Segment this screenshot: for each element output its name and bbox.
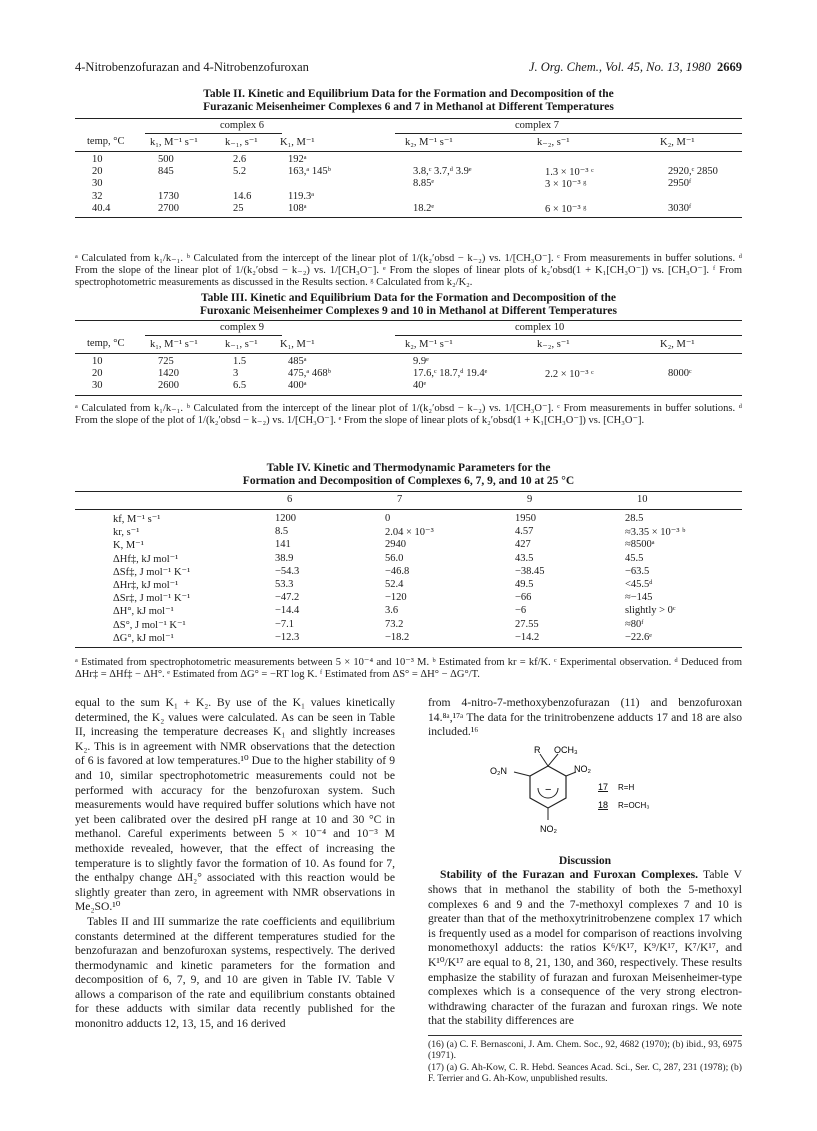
table-cell: 9.9ᵉ — [413, 356, 429, 367]
table-cell: 18.2ᵉ — [413, 202, 435, 214]
row-label: ΔHf‡, kJ mol⁻¹ — [113, 553, 179, 565]
table-cell: 192ᵃ — [288, 154, 307, 165]
table-cell: −12.3 — [275, 631, 300, 643]
header-title: 4-Nitrobenzofurazan and 4-Nitrobenzofuroxan — [75, 60, 309, 74]
table-cell: −14.2 — [515, 631, 540, 643]
header-rule — [75, 151, 742, 152]
body-paragraph: from 4-nitro-7-methoxybenzofurazan (11) and benzofuroxan 14.⁸ᵃ,¹⁷ᵃ The data for the trinitrobenzene adducts 17 and 18 are also included.¹⁶ — [428, 696, 742, 739]
reference-16: (16) (a) C. F. Bernasconi, J. Am. Chem. Soc., 92, 4682 (1970); (b) ibid., 93, 6975 (1971). — [428, 1038, 742, 1062]
table-cell: 485ᵃ — [288, 356, 307, 367]
left-column — [75, 696, 395, 1032]
table-cell: 14.6 — [233, 190, 252, 202]
column-header: 7 — [397, 494, 403, 505]
table4 — [75, 493, 742, 653]
table-cell: 475,ᵃ 468ᵇ — [288, 368, 331, 380]
table-cell: 17.6,ᶜ 18.7,ᵈ 19.4ᵉ — [413, 368, 488, 380]
reference-17: (17) (a) G. Ah-Kow, C. R. Hebd. Seances Acad. Sci., Ser. C, 287, 231 (1978); (b) F. Terrier and G. Ah-Kow, unpublished results. — [428, 1061, 742, 1085]
table-cell: −6 — [515, 605, 527, 617]
table-cell: 1.3 × 10⁻³ ᶜ — [545, 167, 594, 179]
table-cell: −22.6ᵉ — [625, 631, 652, 643]
table-cell: 1950 — [515, 513, 536, 524]
table-cell: 6.5 — [233, 380, 247, 392]
table-cell: 27.55 — [515, 618, 539, 630]
column-header: temp, °C — [87, 136, 125, 147]
column-header: K₂, M⁻¹ — [660, 137, 695, 148]
right-column — [428, 696, 742, 1085]
row-label: K, M⁻¹ — [113, 540, 144, 552]
table-cell: 20 — [92, 166, 103, 178]
row-label: ΔHr‡, kJ mol⁻¹ — [113, 580, 179, 591]
table-cell: −54.3 — [275, 565, 300, 577]
column-header: K₁, M⁻¹ — [280, 339, 315, 350]
table-cell: 10 — [92, 356, 103, 367]
o2n-label: O₂N — [490, 765, 507, 776]
table-cell: 20 — [92, 368, 103, 380]
table-cell: 2600 — [158, 380, 179, 392]
table-cell: 4.57 — [515, 526, 534, 538]
och3-label: OCH₃ — [554, 744, 578, 755]
table3-caption — [75, 292, 742, 318]
table-cell: 2950ᶠ — [668, 178, 692, 190]
section-heading: Discussion — [558, 853, 612, 867]
table-cell: 53.3 — [275, 579, 294, 590]
table-cell: 725 — [158, 356, 174, 367]
table-cell: 2.6 — [233, 154, 247, 165]
table-cell: 32 — [92, 190, 103, 202]
table-cell: 2700 — [158, 202, 179, 214]
group-rule — [145, 335, 282, 336]
table-cell: 2.2 × 10⁻³ ᶜ — [545, 369, 594, 381]
table-cell: 30 — [92, 380, 103, 392]
table-cell: 2940 — [385, 539, 406, 551]
table-cell: 2920,ᶜ 2850 — [668, 166, 718, 178]
table-cell: <45.5ᵈ — [625, 579, 653, 590]
compound-18: 18 — [598, 799, 609, 810]
table-cell: ≈3.35 × 10⁻³ ᵇ — [625, 527, 686, 539]
table-cell: 1.5 — [233, 356, 247, 367]
references — [428, 1039, 742, 1085]
column-header: k₁, M⁻¹ s⁻¹ — [150, 137, 198, 148]
table-cell: 56.0 — [385, 552, 404, 564]
table2 — [75, 120, 742, 250]
table4-caption-line1: Table IV. Kinetic and Thermodynamic Parameters for the — [266, 462, 551, 474]
compound-17-r: R=H — [618, 782, 635, 792]
table-cell: 845 — [158, 166, 174, 178]
table-cell: −38.45 — [515, 565, 545, 577]
footnote-divider — [428, 1035, 742, 1036]
bottom-rule — [75, 395, 742, 396]
table-cell: 5.2 — [233, 166, 247, 178]
column-header: k₂, M⁻¹ s⁻¹ — [405, 137, 453, 148]
column-header: k₋₂, s⁻¹ — [537, 339, 570, 350]
table-cell: 108ᵃ — [288, 202, 307, 214]
table-cell: 10 — [92, 154, 103, 165]
row-label: ΔH°, kJ mol⁻¹ — [113, 606, 174, 618]
header-rule — [75, 353, 742, 354]
row-label: ΔG°, kJ mol⁻¹ — [113, 632, 174, 644]
table-cell: 3 × 10⁻³ ᵍ — [545, 179, 587, 191]
table-cell: 38.9 — [275, 552, 294, 564]
table-cell: 8.85ᵉ — [413, 178, 435, 190]
group-header-right: complex 10 — [515, 322, 565, 333]
column-header: 10 — [637, 494, 648, 505]
row-label: ΔSr‡, J mol⁻¹ K⁻¹ — [113, 593, 191, 605]
table-cell: 45.5 — [625, 552, 644, 564]
table-cell: −7.1 — [275, 618, 295, 630]
tnb-adduct-structure — [468, 742, 688, 850]
column-header: k₂, M⁻¹ s⁻¹ — [405, 339, 453, 350]
table2-caption — [75, 88, 742, 114]
table-cell: 500 — [158, 154, 174, 165]
group-header-left: complex 9 — [220, 322, 265, 333]
table3-footnote: ᵃ Calculated from k₁/k₋₁. ᵇ Calculated from the intercept of the linear plot of 1/(k₂′obsd − k₋₂) vs. 1/[CH₃O⁻]. ᶜ From measurements in buffer solutions. ᵈ From the slope of the plot of 1/(k₂′obsd − k₋₂) vs. 1/[CH₃O⁻]. ᵉ From the slope of linear plots of k₂′obsd(1 + K₁[CH₃O⁻]) vs. [CH₃O⁻]. — [75, 403, 742, 426]
table-cell: 3030ᶠ — [668, 202, 692, 214]
table-cell: −66 — [515, 592, 532, 604]
table-cell: 28.5 — [625, 513, 644, 524]
table-cell: 3.6 — [385, 605, 399, 617]
column-header: 9 — [527, 494, 533, 505]
table-cell: ≈8500ᵃ — [625, 539, 655, 551]
table-cell: 141 — [275, 539, 291, 551]
body-paragraph: Table V shows that in methanol the stability of both the 5-methoxyl complexes 6 and 9 and the 7-methoxyl complexes 7 and 10 is greater than that of the methoxytrinitrobenzene complex 17 which is frequently used as a model for comparison of reactions involving monomethoxyl adducts: the ratios K⁶/K¹⁷, K⁹/K¹⁷, K⁷/K¹⁷, and K¹⁰/K¹⁷ are equal to 8, 21, 130, and 360, respectively. These results emphasize the stability of furazan and furoxan Meisenheimer-type complexes which is a consequence of the very strong electron-withdrawing character of the furazan and furoxan rings. We note that the stability differences are — [428, 868, 742, 1028]
row-label: ΔSf‡, J mol⁻¹ K⁻¹ — [113, 566, 191, 578]
compound-17: 17 — [598, 781, 609, 792]
row-label: ΔS°, J mol⁻¹ K⁻¹ — [113, 619, 186, 631]
column-header: temp, °C — [87, 338, 125, 349]
table-cell: −18.2 — [385, 631, 410, 643]
table-cell: 1200 — [275, 513, 296, 524]
subsection-heading: Stability of the Furazan and Furoxan Complexes. — [440, 868, 699, 882]
table-cell: 3.8,ᶜ 3.7,ᵈ 3.9ᵉ — [413, 166, 472, 178]
table3-caption-line2: Furoxanic Meisenheimer Complexes 9 and 10 in Methanol at Different Temperatures — [200, 305, 617, 317]
table-cell: 427 — [515, 539, 531, 551]
table-cell: slightly > 0ᶜ — [625, 605, 676, 617]
bottom-rule — [75, 217, 742, 218]
table-cell: 3 — [233, 368, 239, 380]
no2-bottom-label: NO₂ — [540, 823, 557, 834]
table2-caption-line1: Table II. Kinetic and Equilibrium Data for the Formation and Decomposition of the — [203, 88, 614, 100]
table3 — [75, 322, 742, 402]
table3-caption-line1: Table III. Kinetic and Equilibrium Data for the Formation and Decomposition of the — [201, 292, 616, 304]
group-rule — [145, 133, 282, 134]
table-cell: −120 — [385, 592, 407, 604]
table-cell: 6 × 10⁻³ ᵍ — [545, 203, 587, 215]
table-cell: 163,ᵃ 145ᵇ — [288, 166, 331, 178]
column-header: k₋₂, s⁻¹ — [537, 137, 570, 148]
table-cell: −46.8 — [385, 565, 410, 577]
table2-footnote: ᵃ Calculated from k₁/k₋₁. ᵇ Calculated from the intercept of the linear plot of 1/(k₂′obsd − k₋₂) vs. 1/[CH₃O⁻]. ᶜ From measurements in buffer solutions. ᵈ From the slope of the linear plot of 1/(k₂′obsd − k₋₂) vs. 1/[CH₃O⁻]. ᵉ From the slopes of linear plots of k₂′obsd(1 + K₁[CH₃O⁻]) vs. [CH₃O⁻]. ᶠ From spectrophotometric measurements as discussed in the Results section. ᵍ Calculated from k₂/K₂. — [75, 253, 742, 288]
journal-citation: J. Org. Chem., Vol. 45, No. 13, 1980 — [528, 60, 711, 74]
table-cell: 49.5 — [515, 579, 534, 590]
table-cell: 43.5 — [515, 552, 534, 564]
table-cell: ≈−145 — [625, 592, 653, 604]
compound-18-r: R=OCH₃ — [618, 800, 650, 810]
column-header: k₁, M⁻¹ s⁻¹ — [150, 339, 198, 350]
table-cell: 30 — [92, 178, 103, 190]
column-header: k₋₁, s⁻¹ — [225, 339, 258, 350]
table-cell: 2.04 × 10⁻³ — [385, 527, 434, 539]
group-rule — [395, 335, 742, 336]
table-cell: 119.3ᵃ — [288, 190, 315, 202]
group-header-left: complex 6 — [220, 120, 265, 131]
row-label: kf, M⁻¹ s⁻¹ — [113, 514, 161, 525]
table-cell: 52.4 — [385, 579, 404, 590]
table4-caption-line2: Formation and Decomposition of Complexes 6, 7, 9, and 10 at 25 °C — [242, 475, 575, 487]
column-header: K₁, M⁻¹ — [280, 137, 315, 148]
table2-top-rule — [75, 118, 742, 119]
r-label: R — [534, 744, 541, 755]
table3-top-rule — [75, 320, 742, 321]
table4-top-rule — [75, 491, 742, 492]
group-rule — [395, 133, 742, 134]
running-header — [75, 60, 742, 78]
table-cell: 8.5 — [275, 526, 289, 538]
table-cell: 40.4 — [92, 202, 111, 214]
table-cell: 8000ᶜ — [668, 368, 692, 380]
table-cell: 1730 — [158, 190, 179, 202]
table2-caption-line2: Furazanic Meisenheimer Complexes 6 and 7 in Methanol at Different Temperatures — [203, 101, 614, 113]
table-cell: −47.2 — [275, 592, 300, 604]
body-paragraph: equal to the sum K₁ + K₂. By use of the K₁ values kinetically determined, the K₂ values were calculated. As can be seen in Table II, increasing the temperature decreases K₁ and slightly increases K₂. This is in agreement with NMR observations that the detection of 6 is favored at low temperatures.¹⁰ Due to the higher stability of 9 and 10, similar spectrophotometric measurements could not be performed with accuracy for the benzofuroxan system. Such measurements would have required buffer solutions which have not yet been calibrated over the desired pH range at 10 and 30 °C in methanol. Careful experiments between 5 × 10⁻⁴ and 10⁻³ M methoxide revealed, however, that the effect of increasing the temperature is to slightly favor the formation of 10. As found for 7, the enthalpy change ΔH₂° associated with this reaction would be slightly greater than zero, in agreement with NMR observations in Me₂SO.¹⁰ — [75, 696, 395, 914]
table-cell: 73.2 — [385, 618, 404, 630]
row-label: kr, s⁻¹ — [113, 527, 140, 539]
no2-right-label: NO₂ — [574, 763, 591, 774]
body-paragraph: Tables II and III summarize the rate coefficients and equilibrium constants determined at the different temperatures studied for the benzofurazan and benzofuroxan systems, respectively. The derived thermodynamic and kinetic parameters for the formation and decomposition of 6, 7, 9, and 10 are given in Table IV. Table V allows a comparison of the rate and equilibrium constants obtained for these adducts with similar data recently published for the mononitro adducts 12, 13, 15, and 16 derived — [75, 914, 395, 1031]
page-number: 2669 — [717, 60, 742, 74]
table-cell: ≈80ᶠ — [625, 618, 644, 630]
header-rule — [75, 509, 742, 510]
table-cell: 0 — [385, 513, 391, 524]
header-journal — [529, 60, 742, 75]
column-header: K₂, M⁻¹ — [660, 339, 695, 350]
minus-charge: − — [545, 783, 552, 796]
table4-caption — [75, 462, 742, 488]
column-header: k₋₁, s⁻¹ — [225, 137, 258, 148]
table-cell: 40ᵉ — [413, 380, 427, 392]
table4-footnote: ᵃ Estimated from spectrophotometric measurements between 5 × 10⁻⁴ and 10⁻³ M. ᵇ Estimated from kr = kf/K. ᶜ Experimental observation. ᵈ Deduced from ΔHr‡ = ΔHf‡ − ΔH°. ᵉ Estimated from ΔG° = −RT log K. ᶠ Estimated from ΔS° = ΔH° − ΔG°/T. — [75, 657, 742, 680]
group-header-right: complex 7 — [515, 120, 560, 131]
table-cell: 1420 — [158, 368, 179, 380]
structure-figure — [428, 740, 742, 850]
bottom-rule — [75, 647, 742, 648]
table-cell: 400ᵃ — [288, 380, 307, 392]
table-cell: 25 — [233, 202, 244, 214]
table-cell: −14.4 — [275, 605, 300, 617]
table-cell: −63.5 — [625, 565, 650, 577]
column-header: 6 — [287, 494, 293, 505]
